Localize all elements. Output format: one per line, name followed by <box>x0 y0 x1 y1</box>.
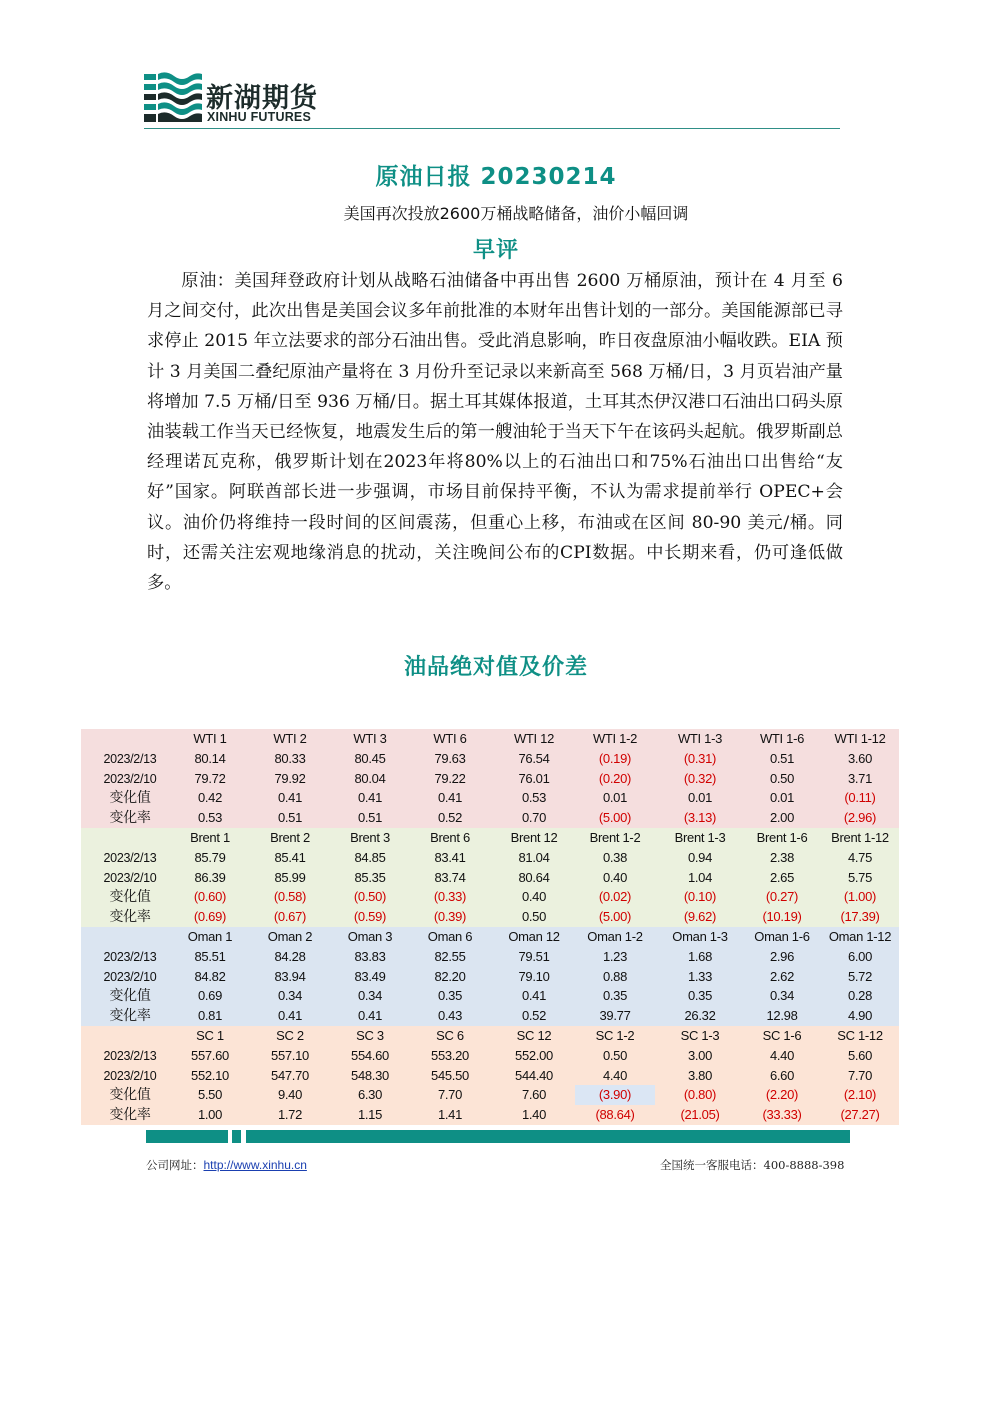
table-cell: (0.31) <box>683 750 717 766</box>
table-cell: (2.20) <box>765 1087 799 1103</box>
table-row <box>81 848 899 868</box>
table-cell: 6.00 <box>847 948 873 964</box>
column-header-cell: Brent 1 <box>190 829 230 845</box>
table-cell: 85.99 <box>274 869 306 885</box>
table-cell: 0.34 <box>769 988 795 1004</box>
table-cell: 0.53 <box>197 810 223 826</box>
column-header-cell: Oman 1-6 <box>754 928 810 944</box>
table-cell: 0.51 <box>357 810 383 826</box>
oil-price-spread-table <box>81 729 899 1125</box>
footer-hotline: 全国统一客服电话：400-8888-398 <box>660 1158 845 1172</box>
table-cell: 1.00 <box>197 1107 223 1123</box>
table-corner-cell <box>90 927 170 947</box>
table-cell: 1.04 <box>687 869 713 885</box>
table-cell: 0.28 <box>847 988 873 1004</box>
table-cell: 0.34 <box>277 988 303 1004</box>
column-header-cell: WTI 3 <box>353 731 387 746</box>
table-cell: 81.04 <box>518 849 550 865</box>
table-cell: 557.60 <box>191 1047 229 1063</box>
table-cell: 0.70 <box>521 810 547 826</box>
section-heading-review: 早评 <box>472 238 519 263</box>
table-cell: (0.60) <box>193 889 227 905</box>
table-cell: 545.50 <box>431 1067 469 1083</box>
section-heading-table: 油品绝对值及价差 <box>403 655 588 680</box>
table-row <box>81 986 899 1006</box>
table-cell: 5.75 <box>847 869 873 885</box>
table-cell: 0.81 <box>197 1008 223 1024</box>
column-header-cell: WTI 1-2 <box>592 731 638 746</box>
table-cell: (2.10) <box>843 1087 877 1103</box>
table-row <box>81 808 899 828</box>
table-cell: 5.50 <box>197 1087 223 1103</box>
column-header-cell: Oman 12 <box>508 928 560 944</box>
table-cell: 83.74 <box>434 869 466 885</box>
table-cell: (17.39) <box>840 909 880 925</box>
table-cell: 0.35 <box>602 988 628 1004</box>
column-header-cell: SC 1-6 <box>762 1027 802 1043</box>
row-label-cell: 变化率 <box>109 810 151 827</box>
table-cell: 4.40 <box>602 1067 628 1083</box>
table-cell: 85.79 <box>194 849 226 865</box>
column-header-cell: WTI 6 <box>433 731 467 746</box>
table-cell: 6.60 <box>769 1067 795 1083</box>
column-header-cell: Brent 2 <box>270 829 310 845</box>
table-corner-cell <box>90 828 170 848</box>
row-label-cell: 变化值 <box>109 790 151 807</box>
website-label: 公司网址： <box>146 1158 204 1172</box>
table-band <box>81 729 899 828</box>
table-cell: 2.38 <box>769 849 795 865</box>
table-cell: 0.41 <box>357 790 383 806</box>
table-cell: 5.60 <box>847 1047 873 1063</box>
table-cell: 86.39 <box>194 869 226 885</box>
column-header-cell: WTI 1 <box>193 731 227 746</box>
table-cell: (0.27) <box>765 889 799 905</box>
table-row <box>81 1105 899 1125</box>
column-header-cell: Brent 1-2 <box>589 829 641 845</box>
table-cell: 0.01 <box>602 790 628 806</box>
logo-english-name: XINHU FUTURES <box>207 110 311 124</box>
table-cell: 4.40 <box>769 1047 795 1063</box>
table-cell: 1.23 <box>602 948 628 964</box>
table-cell: 0.38 <box>602 849 628 865</box>
table-cell: 1.33 <box>687 968 713 984</box>
table-cell: 84.28 <box>274 948 306 964</box>
column-header-cell: SC 3 <box>356 1027 384 1043</box>
table-cell: (0.39) <box>433 909 467 925</box>
row-label-cell: 变化率 <box>109 909 151 926</box>
table-cell: 0.52 <box>437 810 463 826</box>
table-cell: 0.35 <box>687 988 713 1004</box>
table-header-row <box>81 1026 899 1046</box>
table-cell: (0.50) <box>353 889 387 905</box>
table-cell: (2.96) <box>843 810 877 826</box>
table-cell: (0.20) <box>598 770 632 786</box>
table-cell: 0.42 <box>197 790 223 806</box>
column-header-cell: SC 12 <box>516 1027 552 1043</box>
table-cell: 0.88 <box>602 968 628 984</box>
table-cell: 80.14 <box>194 750 226 766</box>
table-cell: 1.72 <box>277 1107 303 1123</box>
table-cell: 0.41 <box>357 1008 383 1024</box>
column-header-cell: SC 1-12 <box>837 1027 883 1043</box>
report-title: 原油日报 20230214 <box>375 164 617 190</box>
table-cell: 12.98 <box>766 1008 798 1024</box>
table-cell: 79.10 <box>518 968 550 984</box>
table-cell: 0.50 <box>769 770 795 786</box>
table-row <box>81 1066 899 1086</box>
table-cell: 2.00 <box>769 810 795 826</box>
table-cell: 0.52 <box>521 1008 547 1024</box>
table-cell: 3.60 <box>847 750 873 766</box>
table-row <box>81 907 899 927</box>
footer-bar-left <box>146 1130 228 1143</box>
row-label-cell: 变化值 <box>109 988 151 1005</box>
table-row <box>81 749 899 769</box>
table-cell: (0.59) <box>353 909 387 925</box>
column-header-cell: Brent 6 <box>430 829 470 845</box>
column-header-cell: Oman 1-2 <box>587 928 643 944</box>
table-cell: 544.40 <box>515 1067 553 1083</box>
table-cell: 5.72 <box>847 968 873 984</box>
table-cell: 0.43 <box>437 1008 463 1024</box>
column-header-cell: Brent 3 <box>350 829 390 845</box>
table-header-row <box>81 927 899 947</box>
table-band <box>81 927 899 1026</box>
table-header-row <box>81 828 899 848</box>
table-cell: 1.41 <box>437 1107 463 1123</box>
table-cell: (0.02) <box>598 889 632 905</box>
table-row <box>81 868 899 888</box>
table-cell: 79.63 <box>434 750 466 766</box>
table-cell: 1.40 <box>521 1107 547 1123</box>
table-cell: (5.00) <box>598 909 632 925</box>
table-cell: 0.40 <box>521 889 547 905</box>
table-cell: 85.35 <box>354 869 386 885</box>
row-label-cell: 2023/2/10 <box>103 969 157 984</box>
table-cell: 0.35 <box>437 988 463 1004</box>
table-cell: (9.62) <box>683 909 717 925</box>
table-cell: 0.40 <box>602 869 628 885</box>
logo-chinese-name: 新湖期货 <box>206 83 318 114</box>
table-cell: 0.01 <box>687 790 713 806</box>
table-corner-cell <box>90 729 170 749</box>
column-header-cell: WTI 1-6 <box>759 731 805 746</box>
table-cell: 0.51 <box>277 810 303 826</box>
row-label-cell: 2023/2/13 <box>103 949 157 964</box>
table-cell: 0.69 <box>197 988 223 1004</box>
table-cell: 7.70 <box>847 1067 873 1083</box>
row-label-cell: 2023/2/13 <box>103 751 157 766</box>
table-cell: (27.27) <box>840 1107 880 1123</box>
row-label-cell: 变化值 <box>109 1087 151 1104</box>
table-cell: (3.13) <box>683 810 717 826</box>
table-corner-cell <box>90 1026 170 1046</box>
table-cell: 83.41 <box>434 849 466 865</box>
table-cell: 0.41 <box>437 790 463 806</box>
column-header-cell: WTI 2 <box>273 731 307 746</box>
column-header-cell: SC 6 <box>436 1027 464 1043</box>
table-cell: 26.32 <box>684 1008 716 1024</box>
column-header-cell: SC 1-2 <box>595 1027 635 1043</box>
row-label-cell: 2023/2/13 <box>103 1048 157 1063</box>
table-cell: (0.32) <box>683 770 717 786</box>
table-cell: 7.60 <box>521 1087 547 1103</box>
row-label-cell: 变化率 <box>109 1008 151 1025</box>
column-header-cell: SC 1-3 <box>680 1027 720 1043</box>
table-cell: 548.30 <box>351 1067 389 1083</box>
table-cell: (88.64) <box>595 1107 635 1123</box>
table-cell: (0.69) <box>193 909 227 925</box>
table-cell: 80.64 <box>518 869 550 885</box>
table-cell: 1.15 <box>357 1107 383 1123</box>
table-header-row <box>81 729 899 749</box>
table-cell: 0.50 <box>602 1047 628 1063</box>
table-cell: (1.00) <box>843 889 877 905</box>
column-header-cell: Oman 1-3 <box>672 928 728 944</box>
table-cell: 552.10 <box>191 1067 229 1083</box>
table-cell: 84.85 <box>354 849 386 865</box>
row-label-cell: 2023/2/10 <box>103 870 157 885</box>
column-header-cell: Brent 1-3 <box>674 829 726 845</box>
footer-bar-right <box>246 1130 850 1143</box>
table-cell: 2.96 <box>769 948 795 964</box>
table-cell: 3.00 <box>687 1047 713 1063</box>
table-row <box>81 967 899 987</box>
table-cell: 85.51 <box>194 948 226 964</box>
morning-review-paragraph: 原油：美国拜登政府计划从战略石油储备中再出售 2600 万桶原油，预计在 4 月至 6 月之间交付，此次出售是美国会议多年前批准的本财年出售计划的一部分。美国能源部已寻求停止 2015 年立法要求的部分石油出售。受此消息影响，昨日夜盘原油小幅收跌。EIA 预计 3 月美国二叠纪原油产量将在 3 月份升至记录以来新高至 568 万桶/日，3 月页岩油产量将增加 7.5 万桶/日至 936 万桶/日。据土耳其媒体报道，土耳其杰伊汉港口石油出口码头原油装载工作当天已经恢复，地震发生后的第一艘油轮于当天下午在该码头起航。俄罗斯副总经理诺瓦克称，俄罗斯计划在2023年将80%以上的石油出口和75%石油出口出售给“友好”国家。阿联酋部长进一步强调，市场目前保持平衡，不认为需求提前举行 OPEC+会议。油价仍将维持一段时间的区间震荡，但重心上移，布油或在区间 80-90 美元/桶。同时，还需关注宏观地缘消息的扰动，关注晚间公布的CPI数据。中长期来看，仍可逢低做多。 <box>147 271 843 594</box>
table-cell: (0.11) <box>844 790 876 806</box>
table-cell: (5.00) <box>598 810 632 826</box>
table-cell: (21.05) <box>680 1107 720 1123</box>
column-header-cell: Oman 3 <box>347 928 393 944</box>
table-cell: 547.70 <box>271 1067 309 1083</box>
column-header-cell: Brent 12 <box>510 829 558 845</box>
column-header-cell: Oman 2 <box>267 928 313 944</box>
table-cell: 79.22 <box>434 770 466 786</box>
table-cell: (0.19) <box>598 750 632 766</box>
column-header-cell: Oman 1 <box>187 928 233 944</box>
website-link[interactable]: http://www.xinhu.cn <box>203 1158 307 1172</box>
table-row <box>81 769 899 789</box>
header-divider <box>144 128 840 129</box>
table-cell: 3.80 <box>687 1067 713 1083</box>
table-cell: 83.49 <box>354 968 386 984</box>
table-cell: 0.94 <box>687 849 713 865</box>
table-cell: 6.30 <box>357 1087 383 1103</box>
table-cell: 552.00 <box>515 1047 553 1063</box>
table-cell: 0.41 <box>521 988 547 1004</box>
column-header-cell: WTI 1-3 <box>677 731 723 746</box>
table-cell: (10.19) <box>762 909 802 925</box>
table-cell: 554.60 <box>351 1047 389 1063</box>
table-band <box>81 828 899 927</box>
table-cell: 80.45 <box>354 750 386 766</box>
table-band <box>81 1026 899 1125</box>
row-label-cell: 2023/2/10 <box>103 1068 157 1083</box>
table-cell: 83.94 <box>274 968 306 984</box>
table-cell: 0.34 <box>357 988 383 1004</box>
table-cell: 0.41 <box>277 790 303 806</box>
column-header-cell: SC 2 <box>276 1027 304 1043</box>
company-logo <box>144 72 344 128</box>
table-cell: 83.83 <box>354 948 386 964</box>
table-cell: (0.80) <box>683 1087 717 1103</box>
table-row <box>81 1046 899 1066</box>
column-header-cell: Brent 1-12 <box>831 829 889 845</box>
table-cell: (0.33) <box>433 889 467 905</box>
table-cell: 557.10 <box>271 1047 309 1063</box>
table-cell: 82.55 <box>434 948 466 964</box>
table-cell: 0.51 <box>769 750 795 766</box>
table-cell: 76.01 <box>518 770 550 786</box>
table-cell: 79.72 <box>194 770 226 786</box>
table-cell: 39.77 <box>599 1008 631 1024</box>
table-cell: 82.20 <box>434 968 466 984</box>
table-cell: 0.01 <box>769 790 795 806</box>
column-header-cell: WTI 12 <box>513 731 555 746</box>
report-subtitle: 美国再次投放2600万桶战略储备，油价小幅回调 <box>343 204 689 223</box>
table-cell: 4.75 <box>847 849 873 865</box>
table-cell: 4.90 <box>847 1008 873 1024</box>
row-label-cell: 2023/2/13 <box>103 850 157 865</box>
footer-website <box>146 1157 307 1173</box>
table-cell: 84.82 <box>194 968 226 984</box>
table-row <box>81 788 899 808</box>
row-label-cell: 变化率 <box>109 1107 151 1124</box>
table-cell: (33.33) <box>762 1107 802 1123</box>
table-cell: 3.71 <box>847 770 873 786</box>
table-cell: 2.65 <box>769 869 795 885</box>
table-cell: 79.92 <box>274 770 306 786</box>
row-label-cell: 2023/2/10 <box>103 771 157 786</box>
table-cell: 1.68 <box>687 948 713 964</box>
table-cell: 79.51 <box>518 948 550 964</box>
table-cell: 2.62 <box>769 968 795 984</box>
table-row <box>81 1006 899 1026</box>
table-cell: (0.58) <box>273 889 307 905</box>
column-header-cell: Brent 1-6 <box>756 829 808 845</box>
table-row <box>81 887 899 907</box>
table-cell: (3.90) <box>575 1085 655 1105</box>
table-cell: 80.04 <box>354 770 386 786</box>
column-header-cell: SC 1 <box>196 1027 224 1043</box>
table-cell: 9.40 <box>277 1087 303 1103</box>
table-cell: 553.20 <box>431 1047 469 1063</box>
column-header-cell: Oman 1-12 <box>828 928 892 944</box>
table-cell: 7.70 <box>437 1087 463 1103</box>
table-cell: (0.10) <box>683 889 717 905</box>
column-header-cell: WTI 1-12 <box>834 731 886 746</box>
footer-bar-middle <box>232 1130 241 1143</box>
table-cell: 76.54 <box>518 750 550 766</box>
table-cell: 0.50 <box>521 909 547 925</box>
table-cell: 85.41 <box>274 849 306 865</box>
row-label-cell: 变化值 <box>109 889 151 906</box>
table-row <box>81 1085 899 1105</box>
table-row <box>81 947 899 967</box>
column-header-cell: Oman 6 <box>427 928 473 944</box>
table-cell: 0.53 <box>521 790 547 806</box>
table-cell: (0.67) <box>273 909 307 925</box>
table-cell: 0.41 <box>277 1008 303 1024</box>
table-cell: 80.33 <box>274 750 306 766</box>
xinhu-wave-logo-icon <box>144 72 202 126</box>
